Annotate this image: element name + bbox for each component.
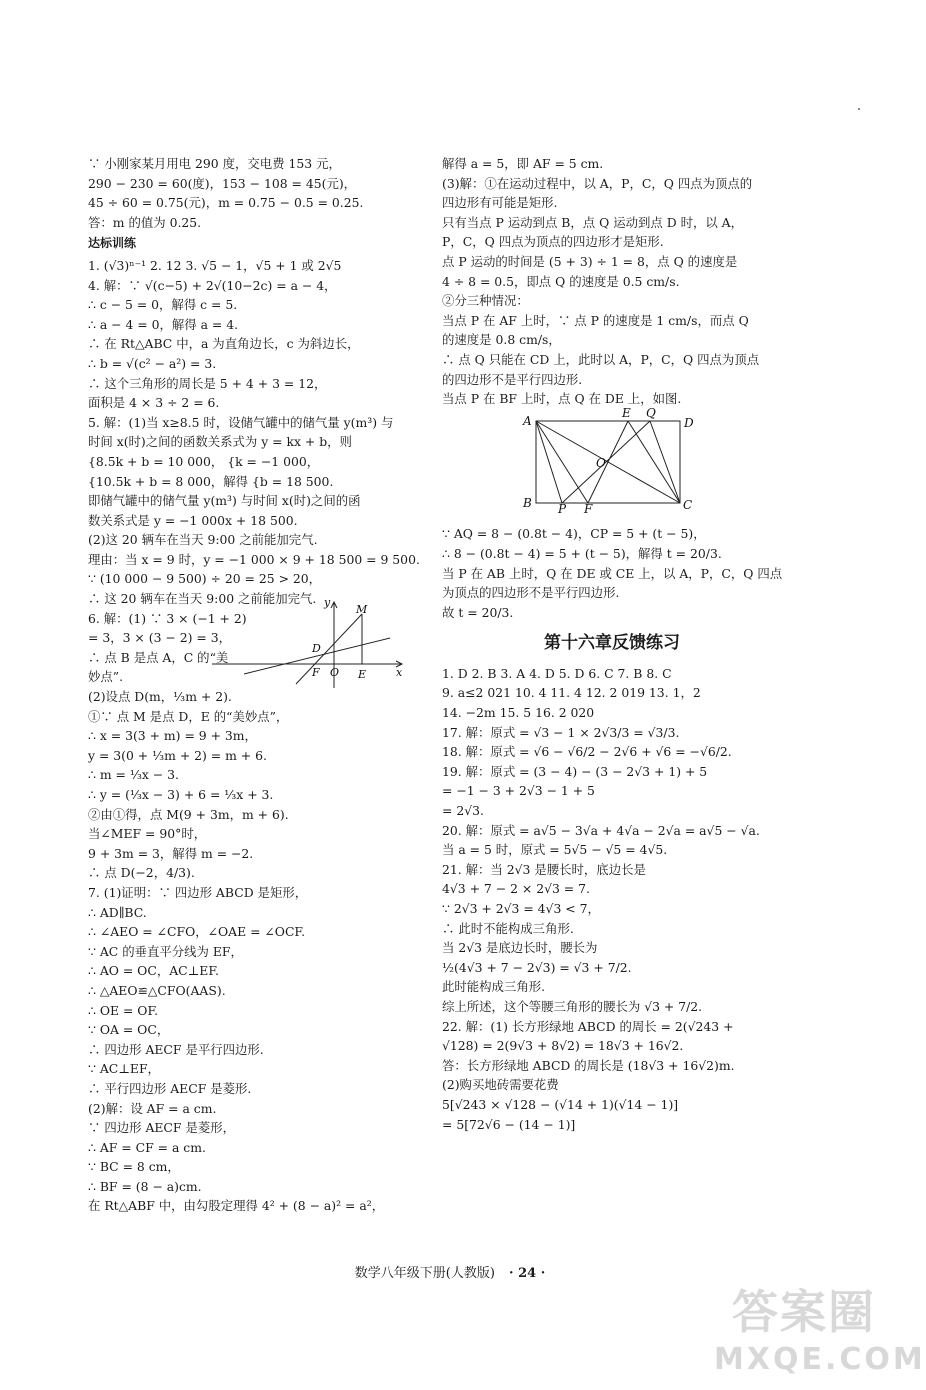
text-line: = −1 − 3 + 2√3 − 1 + 5: [442, 783, 595, 799]
text-line: 1. (√3)ⁿ⁻¹ 2. 12 3. √5 − 1，√5 + 1 或 2√5: [88, 257, 342, 273]
text-line: ∴ △AEO≌△CFO(AAS).: [88, 982, 226, 998]
text-line: ∵ AQ = 8 − (0.8t − 4)，CP = 5 + (t − 5)，: [442, 526, 706, 542]
text-line: 四边形有可能是矩形.: [442, 195, 558, 211]
stray-dot: [858, 108, 860, 110]
text-line: ∵ 小刚家某月用电 290 度，交电费 153 元，: [88, 156, 341, 171]
text-line: 9 + 3m = 3，解得 m = −2.: [88, 845, 254, 861]
text-line: ∴ 这 20 辆车在当天 9:00 之前能加完气.: [88, 591, 317, 607]
label-P: P: [558, 501, 567, 516]
text-line: 综上所述，这个等腰三角形的腰长为 √3 + 7/2.: [442, 998, 703, 1014]
text-line: = 2√3.: [442, 803, 484, 819]
text-line: 7. (1)证明：∵ 四边形 ABCD 是矩形，: [88, 884, 308, 900]
text-line: (3)解：①在运动过程中，以 A，P，C，Q 四点为顶点的: [442, 175, 753, 191]
text-line: 故 t = 20/3.: [442, 604, 514, 620]
text-line: ∴ 点 B 是点 A，C 的“美: [88, 649, 229, 665]
text-line: ∵ AC⊥EF，: [88, 1061, 160, 1077]
text-line: ∴ AF = CF = a cm.: [88, 1139, 206, 1155]
label-A: A: [523, 413, 532, 428]
text-line: ∴ 点 D(−2，4/3).: [88, 865, 195, 881]
text-line: 点 P 运动的时间是 (5 + 3) ÷ 1 = 8，点 Q 的速度是: [442, 253, 738, 269]
text-line: 5[√243 × √128 − (√14 + 1)(√14 − 1)]: [442, 1096, 679, 1112]
text-line: 45 ÷ 60 = 0.75(元)，m = 0.75 − 0.5 = 0.25.: [88, 195, 364, 211]
text-line: ∴ 点 Q 只能在 CD 上，此时以 A，P，C，Q 四点为顶点: [442, 351, 760, 367]
label-F: F: [584, 501, 593, 516]
text-line: ∵ AC 的垂直平分线为 EF，: [88, 943, 243, 959]
text-line: 达标训练: [88, 236, 137, 251]
page-number: · 24 ·: [509, 1266, 546, 1281]
text-line: ∴ 此时不能构成三角形.: [442, 920, 574, 936]
text-line: ∵ OA = OC，: [88, 1022, 170, 1038]
text-line: ∴ AO = OC，AC⊥EF.: [88, 963, 219, 979]
text-line: 此时能构成三角形.: [442, 979, 546, 995]
text-line: ∴ BF = (8 − a)cm.: [88, 1178, 202, 1194]
text-line: √128) = 2(9√3 + 8√2) = 18√3 + 16√2.: [442, 1038, 684, 1054]
chapter-answers: [442, 664, 782, 1134]
text-line: ②分三种情况：: [442, 293, 529, 309]
text-line: 数关系式是 y = −1 000x + 18 500.: [88, 512, 298, 528]
text-line: ∴ m = ⅓x − 3.: [88, 767, 179, 783]
text-line: 当∠MEF = 90°时，: [88, 826, 207, 842]
text-line: 解得 a = 5，即 AF = 5 cm.: [442, 156, 604, 171]
text-line: 在 Rt△ABF 中，由勾股定理得 4² + (8 − a)² = a²，: [88, 1198, 385, 1214]
text-line: ∴ 平行四边形 AECF 是菱形.: [88, 1080, 252, 1096]
graph-label-y: y: [324, 596, 331, 609]
text-line: (2)设点 D(m，⅓m + 2).: [88, 689, 232, 705]
footer-title: 数学八年级下册(人教版): [354, 1266, 495, 1281]
text-line: 妙点”.: [88, 669, 124, 685]
label-Q: Q: [646, 405, 656, 420]
text-line: ∴ c − 5 = 0，解得 c = 5.: [88, 297, 238, 313]
text-line: 20. 解：原式 = a√5 − 3√a + 4√a − 2√a = a√5 − √a.: [442, 822, 760, 838]
text-line: 即储气罐中的储气量 y(m³) 与时间 x(时)之间的函: [88, 493, 361, 509]
text-line: 为顶点的四边形不是平行四边形.: [442, 585, 620, 601]
text-line: ∴ 四边形 AECF 是平行四边形.: [88, 1041, 264, 1057]
text-line: ∵ 四边形 AECF 是菱形，: [88, 1120, 236, 1136]
graph-label-O: O: [330, 666, 340, 679]
text-line: 当 P 在 AB 上时，Q 在 DE 或 CE 上，以 A，P，C，Q 四点: [442, 565, 783, 581]
graph-label-E: E: [358, 668, 367, 681]
text-line: 当 a = 5 时，原式 = 5√5 − √5 = 4√5.: [442, 842, 668, 858]
text-line: 6. 解：(1) ∵ 3 × (−1 + 2): [88, 610, 247, 626]
right-bottom-text: [442, 524, 782, 622]
rectangle-diagram: [522, 405, 722, 516]
label-O: O: [596, 455, 606, 470]
right-top-text: [442, 154, 782, 409]
text-line: 9. a≤2 021 10. 4 11. 4 12. 2 019 13. 1，2: [442, 685, 701, 701]
text-line: 14. −2m 15. 5 16. 2 020: [442, 705, 595, 721]
text-line: P，C，Q 四点为顶点的四边形才是矩形.: [442, 234, 664, 250]
text-line: 当点 P 在 BF 上时，点 Q 在 DE 上，如图.: [442, 391, 682, 407]
text-line: 1. D 2. B 3. A 4. D 5. D 6. C 7. B 8. C: [442, 665, 672, 681]
text-line: {10.5k + b = 8 000，解得 {b = 18 500.: [88, 473, 334, 489]
text-line: ∵ BC = 8 cm，: [88, 1159, 180, 1175]
graph-label-x: x: [396, 666, 403, 679]
text-line: 答：长方形绿地 ABCD 的周长是 (18√3 + 16√2)m.: [442, 1057, 735, 1073]
text-line: 18. 解：原式 = √6 − √6/2 − 2√6 + √6 = −√6/2.: [442, 744, 732, 760]
text-line: {8.5k + b = 10 000， {k = −1 000，: [88, 453, 320, 469]
text-line: (2)购买地砖需要花费: [442, 1077, 559, 1093]
text-line: 17. 解：原式 = √3 − 1 × 2√3/3 = √3/3.: [442, 724, 680, 740]
label-C: C: [683, 497, 693, 512]
graph-label-F: F: [312, 666, 320, 679]
right-column: [442, 154, 782, 1134]
chapter-title: 第十六章反馈练习: [544, 633, 680, 654]
text-line: (2)这 20 辆车在当天 9:00 之前能加完气.: [88, 532, 318, 548]
label-D: D: [684, 415, 694, 430]
text-line: ∴ AD∥BC.: [88, 904, 147, 920]
rectangle-figure: [522, 405, 782, 519]
text-line: ①∵ 点 M 是点 D，E 的“美妙点”，: [88, 708, 289, 724]
label-B: B: [523, 495, 532, 510]
text-line: 4. 解：∵ √(c−5) + 2√(10−2c) = a − 4，: [88, 277, 337, 293]
text-line: = 5[72√6 − (14 − 1)]: [442, 1116, 576, 1132]
text-line: 面积是 4 × 3 ÷ 2 = 6.: [88, 395, 220, 411]
text-line: ∴ 这个三角形的周长是 5 + 4 + 3 = 12，: [88, 375, 327, 391]
text-line: 当 2√3 是底边长时，腰长为: [442, 940, 598, 956]
text-line: 4√3 + 7 − 2 × 2√3 = 7.: [442, 881, 590, 897]
text-line: 的四边形不是平行四边形.: [442, 371, 583, 387]
text-line: ②由①得，点 M(9 + 3m，m + 6).: [88, 806, 289, 822]
watermark-line1: 答案圈: [732, 1285, 876, 1339]
graph-label-M: M: [356, 603, 368, 616]
text-line: ∴ 在 Rt△ABC 中，a 为直角边长，c 为斜边长，: [88, 336, 360, 352]
text-line: ∴ y = (⅓x − 3) + 6 = ⅓x + 3.: [88, 787, 274, 802]
text-line: = 3，3 × (3 − 2) = 3，: [88, 630, 231, 646]
text-line: (2)解：设 AF = a cm.: [88, 1100, 217, 1116]
text-line: ∵ (10 000 − 9 500) ÷ 20 = 25 > 20，: [88, 571, 322, 587]
text-line: ∵ 2√3 + 2√3 = 4√3 < 7，: [442, 901, 600, 916]
text-line: 22. 解：(1) 长方形绿地 ABCD 的周长 = 2(√243 +: [442, 1018, 734, 1034]
text-line: ∴ x = 3(3 + m) = 9 + 3m，: [88, 728, 257, 744]
text-line: 21. 解：当 2√3 是腰长时，底边长是: [442, 861, 646, 877]
watermark-logo: [714, 1276, 926, 1386]
coordinate-graph: [210, 596, 410, 692]
text-line: 5. 解：(1)当 x≥8.5 时，设储气罐中的储气量 y(m³) 与: [88, 414, 394, 430]
text-line: ∴ a − 4 = 0，解得 a = 4.: [88, 316, 239, 332]
text-line: ½(4√3 + 7 − 2√3) = √3 + 7/2.: [442, 959, 632, 975]
text-line: 当点 P 在 AF 上时，∵ 点 P 的速度是 1 cm/s，而点 Q: [442, 312, 749, 328]
text-line: 答：m 的值为 0.25.: [88, 214, 202, 230]
text-line: 19. 解：原式 = (3 − 4) − (3 − 2√3 + 1) + 5: [442, 763, 708, 779]
text-line: 290 − 230 = 60(度)，153 − 108 = 45(元)，: [88, 175, 357, 191]
text-line: 的速度是 0.8 cm/s，: [442, 332, 561, 348]
text-line: ∴ ∠AEO = ∠CFO，∠OAE = ∠OCF.: [88, 924, 306, 940]
text-line: ∴ b = √(c² − a²) = 3.: [88, 355, 217, 371]
text-line: 理由：当 x = 9 时，y = −1 000 × 9 + 18 500 = 9 500.: [88, 551, 420, 567]
text-line: 只有当点 P 运动到点 B，点 Q 运动到点 D 时，以 A，: [442, 214, 744, 230]
label-E: E: [622, 405, 631, 420]
text-line: ∴ 8 − (0.8t − 4) = 5 + (t − 5)，解得 t = 20/3.: [442, 545, 722, 561]
text-line: 时间 x(时)之间的函数关系式为 y = kx + b，则: [88, 434, 352, 450]
text-line: ∴ OE = OF.: [88, 1002, 159, 1018]
watermark-line2: MXQE.COM: [714, 1342, 926, 1377]
graph-label-D: D: [312, 642, 321, 655]
text-line: y = 3(0 + ⅓m + 2) = m + 6.: [88, 747, 267, 763]
text-line: 4 ÷ 8 = 0.5，即点 Q 的速度是 0.5 cm/s.: [442, 273, 680, 289]
